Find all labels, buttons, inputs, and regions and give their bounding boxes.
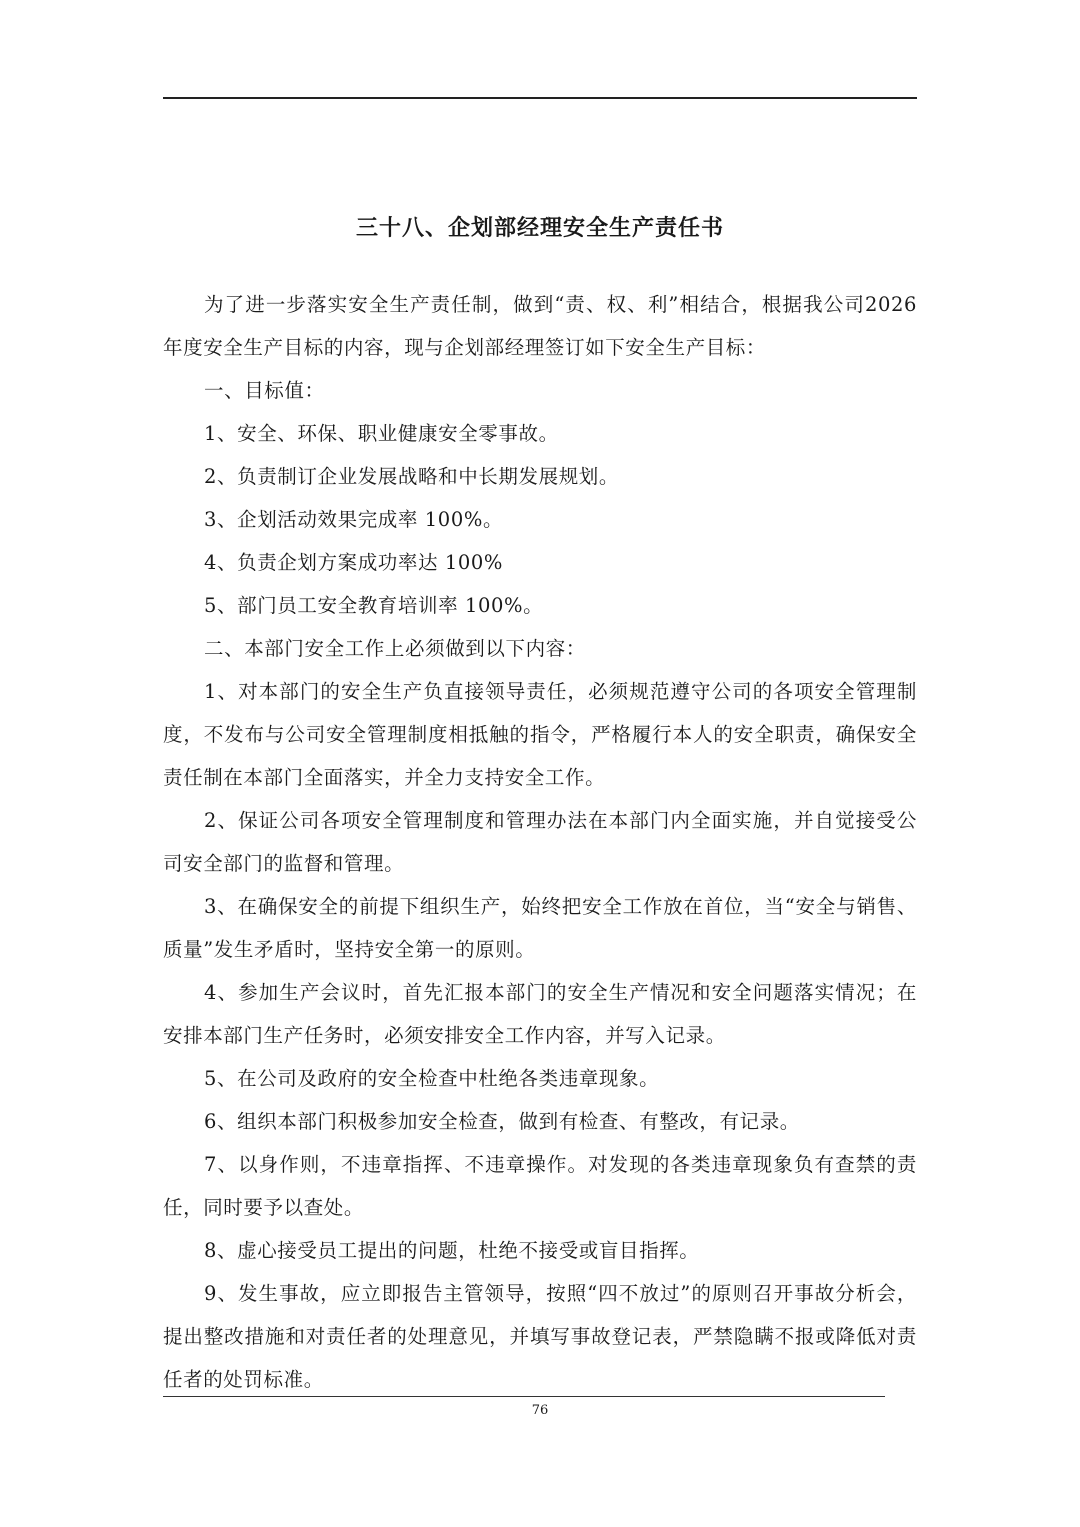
duty-item: 2、保证公司各项安全管理制度和管理办法在本部门内全面实施，并自觉接受公司安全部门的监督和管理。 — [163, 809, 917, 875]
document-title: 三十八、企划部经理安全生产责任书 — [355, 215, 724, 241]
duty-item: 6、组织本部门积极参加安全检查，做到有检查、有整改，有记录。 — [204, 1110, 800, 1133]
section1-heading: 一、目标值： — [204, 379, 325, 402]
duty-item: 3、在确保安全的前提下组织生产，始终把安全工作放在首位，当“安全与销售、质量”发生矛盾时，坚持安全第一的原则。 — [163, 895, 917, 961]
duty-item: 9、发生事故，应立即报告主管领导，按照“四不放过”的原则召开事故分析会，提出整改措施和对责任者的处理意见，并填写事故登记表，严禁隐瞒不报或降低对责任者的处罚标准。 — [163, 1282, 917, 1391]
duty-item: 4、参加生产会议时，首先汇报本部门的安全生产情况和安全问题落实情况；在安排本部门生产任务时，必须安排安全工作内容，并写入记录。 — [163, 981, 917, 1047]
target-item: 4、负责企划方案成功率达 100% — [204, 551, 504, 574]
duty-item: 1、对本部门的安全生产负直接领导责任，必须规范遵守公司的各项安全管理制度，不发布与公司安全管理制度相抵触的指令，严格履行本人的安全职责，确保安全责任制在本部门全面落实，并全力支持安全工作。 — [163, 680, 917, 789]
target-item: 1、安全、环保、职业健康安全零事故。 — [204, 422, 559, 445]
duty-item: 7、以身作则，不违章指挥、不违章操作。对发现的各类违章现象负有查禁的责任，同时要予以查处。 — [163, 1153, 917, 1219]
footer-rule — [163, 1396, 885, 1397]
target-item: 3、企划活动效果完成率 100%。 — [204, 508, 504, 531]
page-number: 76 — [531, 1403, 549, 1418]
duty-item: 5、在公司及政府的安全检查中杜绝各类违章现象。 — [204, 1067, 660, 1090]
document-body — [163, 283, 917, 1401]
target-item: 2、负责制订企业发展战略和中长期发展规划。 — [204, 465, 620, 488]
duty-item: 8、虚心接受员工提出的问题，杜绝不接受或盲目指挥。 — [204, 1239, 700, 1262]
section2-heading: 二、本部门安全工作上必须做到以下内容： — [204, 637, 586, 660]
intro-paragraph: 为了进一步落实安全生产责任制，做到“责、权、利”相结合，根据我公司2026年度安全生产目标的内容，现与企划部经理签订如下安全生产目标： — [163, 293, 917, 359]
target-item: 5、部门员工安全教育培训率 100%。 — [204, 594, 544, 617]
header-rule — [163, 97, 917, 99]
